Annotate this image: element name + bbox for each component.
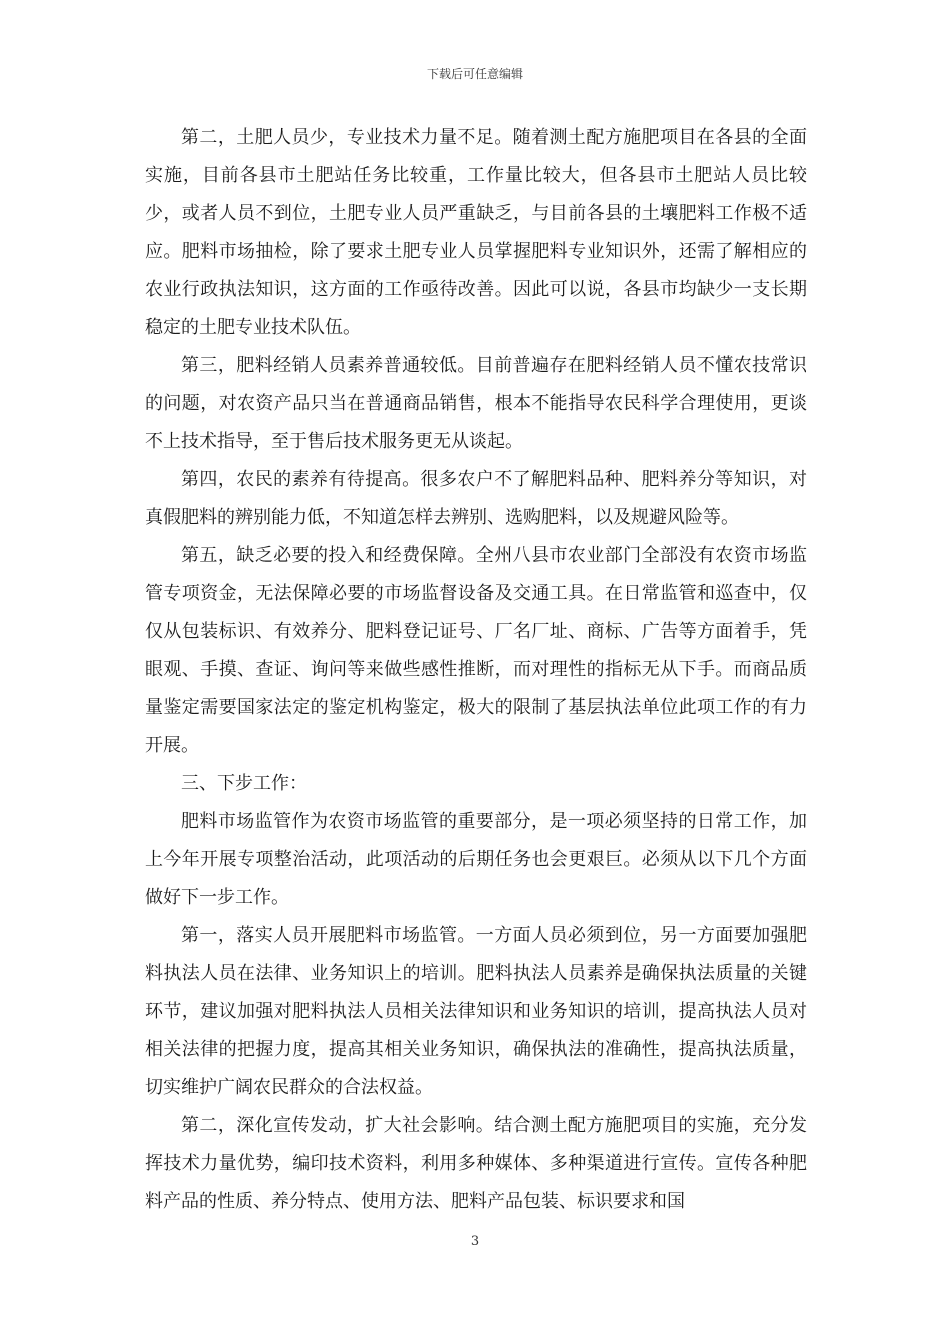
- page-header-note: 下载后可任意编辑: [426, 67, 523, 81]
- paragraph-funding-shortage: 第五，缺乏必要的投入和经费保障。全州八县市农业部门全部没有农资市场监管专项资金，无法保障必要的市场监督设备及交通工具。在日常监管和巡查中，仅仅从包装标识、有效养分、肥料登记证号、厂名厂址、商标、广告等方面着手，凭眼观、手摸、查证、询问等来做些感性推断，而对理性的指标无从下手。而商品质量鉴定需要国家法定的鉴定机构鉴定，极大的限制了基层执法单位此项工作的有力开展。: [145, 545, 807, 756]
- page-number: 3: [470, 1234, 480, 1249]
- paragraph-staff-shortage: 第二，土肥人员少，专业技术力量不足。随着测土配方施肥项目在各县的全面实施，目前各县市土肥站任务比较重，工作量比较大，但各县市土肥站人员比较少，或者人员不到位，土肥专业人员严重缺乏，与目前各县的土壤肥料工作极不适应。肥料市场抽检，除了要求土肥专业人员掌握肥料专业知识外，还需了解相应的农业行政执法知识，这方面的工作亟待改善。因此可以说，各县市均缺少一支长期稳定的土肥专业技术队伍。: [145, 127, 807, 338]
- paragraph-farmer-quality: 第四，农民的素养有待提高。很多农户不了解肥料品种、肥料养分等知识，对真假肥料的辨别能力低，不知道怎样去辨别、选购肥料，以及规避风险等。: [145, 469, 807, 528]
- paragraph-dealer-quality: 第三，肥料经销人员素养普通较低。目前普遍存在肥料经销人员不懂农技常识的问题，对农资产品只当在普通商品销售，根本不能指导农民科学合理使用，更谈不上技术指导，至于售后技术服务更无从谈起。: [145, 355, 807, 452]
- paragraph-staffing-measures: 第一，落实人员开展肥料市场监管。一方面人员必须到位，另一方面要加强肥料执法人员在法律、业务知识上的培训。肥料执法人员素养是确保执法质量的关键环节，建议加强对肥料执法人员相关法律知识和业务知识的培训，提高执法人员对相关法律的把握力度，提高其相关业务知识，确保执法的准确性，提高执法质量，切实维护广阔农民群众的合法权益。: [145, 925, 807, 1098]
- paragraph-publicity-measures: 第二，深化宣传发动，扩大社会影响。结合测土配方施肥项目的实施，充分发挥技术力量优势，编印技术资料，利用多种媒体、多种渠道进行宣传。宣传各种肥料产品的性质、养分特点、使用方法、肥料产品包装、标识要求和国: [145, 1115, 807, 1212]
- section-heading-next-steps: 三、下步工作：: [181, 773, 307, 794]
- document-body: [145, 119, 807, 1221]
- paragraph-next-steps-intro: 肥料市场监管作为农资市场监管的重要部分，是一项必须坚持的日常工作，加上今年开展专项整治活动，此项活动的后期任务也会更艰巨。必须从以下几个方面做好下一步工作。: [145, 811, 807, 908]
